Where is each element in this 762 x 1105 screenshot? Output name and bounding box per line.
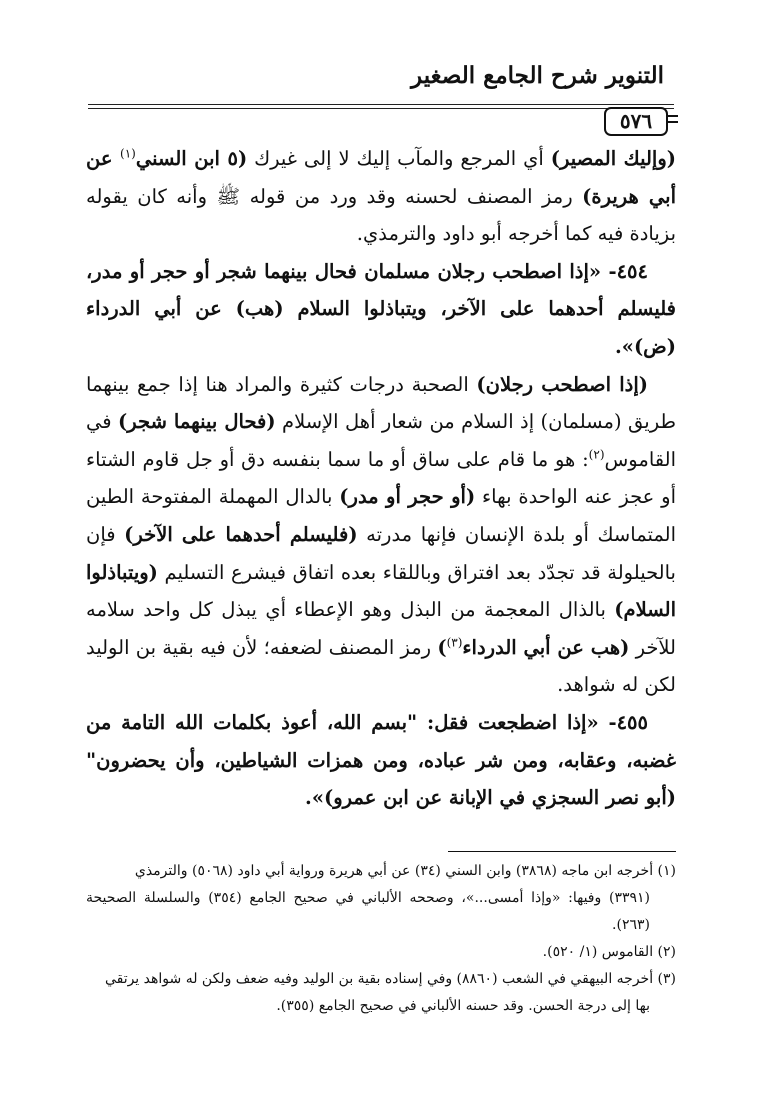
bold-term: عن أبي هريرة) [86,147,676,208]
header-rule [88,104,674,109]
footnote-ref-1[interactable]: (١) [120,146,136,161]
text-run: : هو ما قام على ساق أو ما سما بنفسه دق أو جل قاوم الشتاء أو عجز عنه الواحدة بهاء [86,447,676,509]
text-run: الصحبة درجات كثيرة والمراد هنا إذا جمع بينهما طريق (مسلمان) إذ السلام من شعار أهل الإسلام [86,372,676,434]
main-text [86,140,676,817]
paragraph-commentary-454 [86,366,676,704]
text-run: في القاموس [86,410,676,471]
footnote-1-cont: (٣٣٩١) وفيها: «وإذا أمسى...»، وصححه الألباني في صحيح الجامع (٣٥٤) والسلسلة الصحيحة (٢٦٣). [86,890,650,933]
paragraph-commentary-1 [86,140,676,253]
text-run: فإن بالحيلولة قد تجدّد بعد افتراق وباللقاء بعده اتفاق فيشرع التسليم [86,522,676,584]
footnote-line: (١) أخرجه ابن ماجه (٣٨٦٨) وابن السني (٣٤) عن أبي هريرة ورواية أبي داود (٥٠٦٨) والترمذي [134,863,676,879]
bold-term: (ويتباذلوا السلام) [86,560,676,622]
bold-term: (فحال بينهما شجر) [118,410,276,434]
text-run: بالدال المهملة المفتوحة الطين المتماسك أو بلدة الإنسان فإنها مدرته [86,485,676,546]
footnote-1 [86,858,676,885]
footnotes [86,858,676,1020]
bold-term: (إذا اصطحب رجلان) [476,372,648,396]
bold-term: (أو حجر أو مدر) [339,485,476,509]
bold-term: ) [437,635,447,659]
running-header-title: التنوير شرح الجامع الصغير [411,62,664,89]
page-number-tick-bottom [668,121,678,123]
page-number: ٥٧٦ [604,107,668,136]
page-number-tick-top [668,115,678,117]
text-run: بالذال المعجمة من البذل وهو الإعطاء أي يبذل كل واحد سلامه للآخر [86,598,676,659]
text-run: رمز المصنف لحسنه وقد ورد من قوله ﷺ وأنه كان يقوله بزيادة فيه كما أخرجه أبو داود والترمذي. [86,184,676,246]
hadith-455: ٤٥٥- «إذا اضطجعت فقل: "بسم الله، أعوذ بكلمات الله التامة من غضبه، وعقابه، ومن شر عباده، ومن همزات الشياطين، وأن يحضرون" (أبو نصر السجزي في الإبانة عن ابن عمرو)». [86,710,676,810]
bold-term: (٥ ابن السني [135,147,248,170]
footnote-ref-3[interactable]: (٣) [446,635,463,650]
text-run: رمز المصنف لضعفه؛ لأن فيه بقية بن الوليد لكن له شواهد. [86,635,676,697]
bold-term: (وإليك المصير) [550,147,676,170]
text-run: أي المرجع والمآب إليك لا إلى غيرك [247,147,551,170]
bold-term: (هب عن أبي الدرداء [462,635,630,659]
footnote-3-cont: بها إلى درجة الحسن. وقد حسنه الألباني في صحيح الجامع (٣٥٥). [276,998,650,1014]
bold-term: (فليسلم أحدهما على الآخر) [124,522,358,546]
footnote-rule [448,851,676,852]
footnote-ref-2[interactable]: (٢) [588,447,605,462]
footnote-2: (٢) القاموس (١/ ٥٢٠). [542,944,676,960]
hadith-454: ٤٥٤- «إذا اصطحب رجلان مسلمان فحال بينهما شجر أو حجر أو مدر، فليسلم أحدهما على الآخر، ويتباذلوا السلام (هب) عن أبي الدرداء (ض)». [86,259,676,358]
footnote-3: (٣) أخرجه البيهقي في الشعب (٨٨٦٠) وفي إسناده بقية بن الوليد وفيه ضعف ولكن له شواهد يرتقي [104,971,676,987]
